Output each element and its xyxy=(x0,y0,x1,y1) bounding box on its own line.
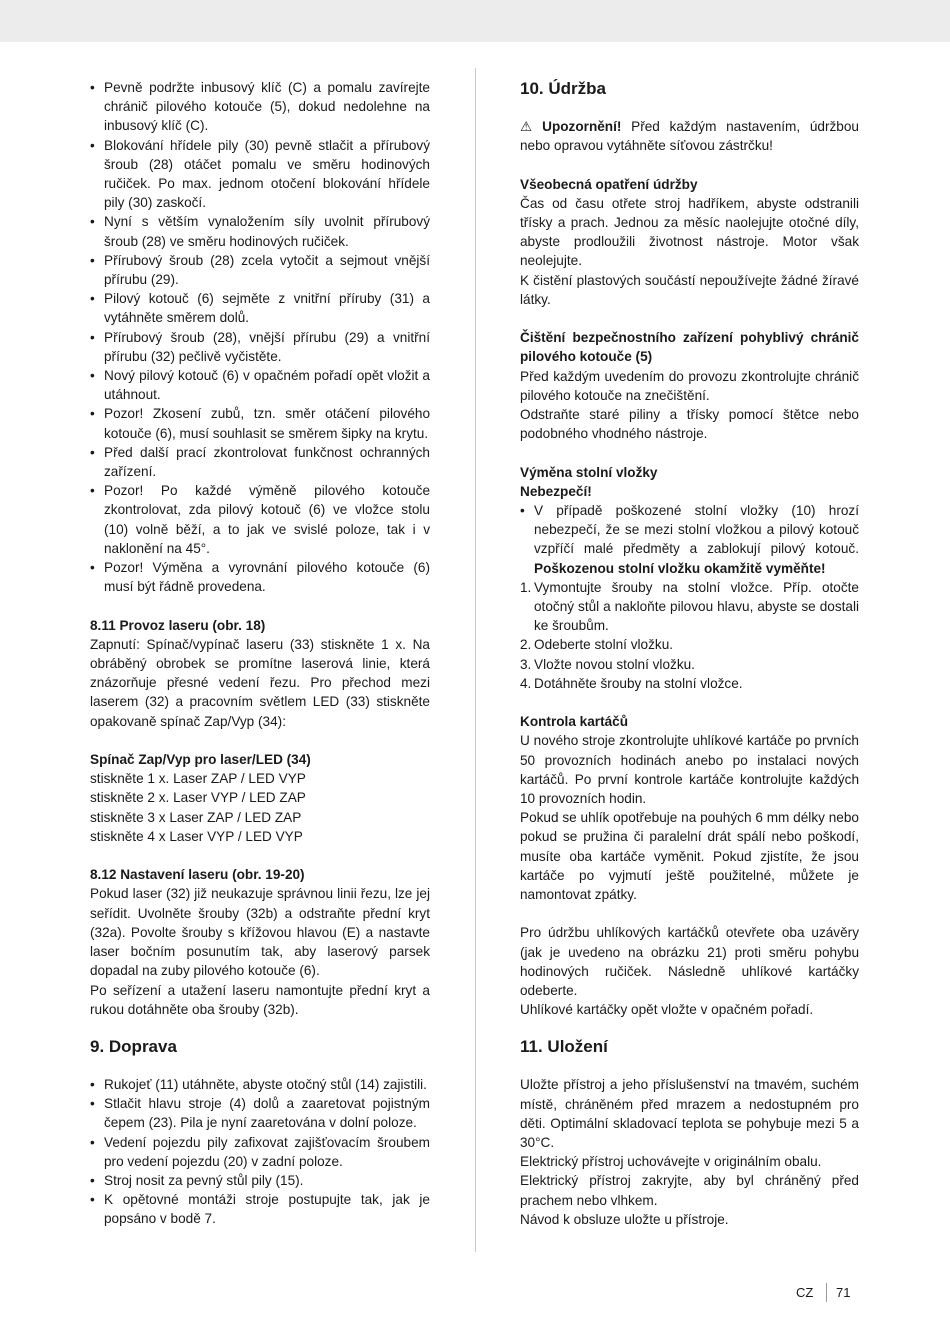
page-footer xyxy=(780,1283,860,1303)
list-item: • Přírubový šroub (28) zcela vytočit a sejmout vnější přírubu (29). xyxy=(90,251,430,289)
paragraph: Uhlíkové kartáčky opět vložte v opačném pořadí. xyxy=(520,1002,814,1018)
warning-paragraph xyxy=(520,117,859,155)
list-item: • Stroj nosit za pevný stůl pily (15). xyxy=(90,1171,430,1190)
section-heading-11: 11. Uložení xyxy=(520,1037,608,1057)
paragraph: K čistění plastových součástí nepoužívejte žádné žíravé látky. xyxy=(520,272,859,307)
list-item: 2. Odeberte stolní vložku. xyxy=(520,637,674,653)
paragraph: Čas od času otřete stroj hadříkem, abyste odstranili třísky a prach. Jednou za měsíc naolejujte otočné díly, abyste prodloužili životnost nástroje. Motor však neolejujte. xyxy=(520,195,859,269)
top-bar xyxy=(0,0,950,42)
right-column xyxy=(520,78,859,1229)
paragraph: Pro údržbu uhlíkových kartáčků otevřete oba uzávěry (jak je uvedeno na obrázku 21) proti směru pohybu hodinových ručiček. Následně uhlíkové kartáčky odeberte. xyxy=(520,925,859,999)
switch-line: stiskněte 1 x. Laser ZAP / LED VYP xyxy=(90,771,306,787)
insert-warning-list xyxy=(520,501,859,578)
column-divider xyxy=(475,68,476,1252)
warning-text: V případě poškozené stolní vložky (10) hrozí nebezpečí, že se mezi stolní vložkou a pilový kotouč vzpříčí malé předměty a zablokují pilový kotouč. xyxy=(534,503,859,557)
paragraph: Pokud laser (32) již neukazuje správnou linii řezu, lze jej seřídit. Uvolněte šrouby (32b) a odstraňte přední kryt (32a). Povolte šrouby s křížovou hlavou (E) a nastavte laser bočním posunutím tak, aby laserový parsek dopadal na zuby pilového kotouče (6). xyxy=(90,886,430,979)
insert-steps xyxy=(520,578,859,693)
list-item: 1. Vymontujte šrouby na stolní vložce. Příp. otočte otočný stůl a nakloňte pilovou hlavu, abyste se dostali ke šroubům. xyxy=(520,579,859,634)
footer-divider xyxy=(826,1283,827,1302)
danger-label: Nebezpečí! xyxy=(520,483,592,499)
list-item xyxy=(520,501,859,578)
paragraph: Pokud se uhlík opotřebuje na pouhých 6 mm délky nebo pokud se pružina či paralelní drát spálí nebo poškodí, musíte oba kartáče vyměnit. Pokud zjistíte, že jsou kartáče po vyjmutí ještě použitelné, můžete je namontovat zpátky. xyxy=(520,810,859,903)
list-item: • Rukojeť (11) utáhněte, abyste otočný stůl (14) zajistili. xyxy=(90,1075,430,1094)
list-item: 3. Vložte novou stolní vložku. xyxy=(520,656,695,672)
section-heading-9: 9. Doprava xyxy=(90,1036,177,1056)
paragraph: U nového stroje zkontrolujte uhlíkové kartáče po prvních 50 provozních hodinách anebo po instalaci nových kartáčů. Po první kontrole kartáče kontrolujte každých 10 provozních hodin. xyxy=(520,733,859,807)
paragraph: Elektrický přístroj zakryjte, aby byl chráněný před prachem nebo vlhkem. xyxy=(520,1173,859,1208)
warning-text: Před každým nastavením, údržbou nebo opravou vytáhněte síťovou zástrčku! xyxy=(520,119,859,154)
warning-label: Upozornění! xyxy=(542,119,622,134)
section-heading-8-12: 8.12 Nastavení laseru (obr. 19-20) xyxy=(90,867,305,883)
list-item: • Pozor! Zkosení zubů, tzn. směr otáčení pilového kotouče (6), musí souhlasit se směrem šipky na krytu. xyxy=(90,404,430,442)
page-number: 71 xyxy=(836,1285,851,1300)
switch-line: stiskněte 2 x. Laser VYP / LED ZAP xyxy=(90,790,306,806)
paragraph: Uložte přístroj a jeho příslušenství na tmavém, suchém místě, chráněném před mrazem a nedostupném pro děti. Optimální skladovací teplota se pohybuje mezi 5 a 30°C. xyxy=(520,1077,859,1151)
list-item: • Před další prací zkontrolovat funkčnost ochranných zařízení. xyxy=(90,443,430,481)
brush-check-heading: Kontrola kartáčů xyxy=(520,714,629,730)
paragraph: Odstraňte staré piliny a třísky pomocí štětce nebo podobného vhodného nástroje. xyxy=(520,407,859,442)
cleaning-heading: Čištění bezpečnostního zařízení pohyblivý chránič pilového kotouče (5) xyxy=(520,330,859,365)
list-item: • Nový pilový kotouč (6) v opačném pořadí opět vložit a utáhnout. xyxy=(90,366,430,404)
switch-line: stiskněte 3 x Laser ZAP / LED ZAP xyxy=(90,809,302,825)
list-item: • Pozor! Výměna a vyrovnání pilového kotouče (6) musí být řádně provedena. xyxy=(90,558,430,596)
paragraph: Před každým uvedením do provozu zkontrolujte chránič pilového kotouče na znečištění. xyxy=(520,368,859,403)
list-item: • Blokování hřídele pily (30) pevně stlačit a přírubový šroub (28) otáčet pomalu ve směru hodinových ručiček. Po max. jednom otočení blokování hřídele pily (30) zaskočí. xyxy=(90,136,430,213)
warning-bold-text: Poškozenou stolní vložku okamžitě vyměňte! xyxy=(534,560,826,576)
list-item: • K opětovné montáži stroje postupujte tak, jak je popsáno v bodě 7. xyxy=(90,1190,430,1228)
language-code: CZ xyxy=(796,1285,814,1300)
list-item: • Pilový kotouč (6) sejměte z vnitřní příruby (31) a vytáhněte směrem dolů. xyxy=(90,289,430,327)
list-item: • Pozor! Po každé výměně pilového kotouče zkontrolovat, zda pilový kotouč (6) ve vložce stolu (10) volně běží, a to jak ve svislé poloze, tak i v naklonění na 45°. xyxy=(90,481,430,558)
transport-steps xyxy=(90,1075,430,1229)
list-item: • Stlačit hlavu stroje (4) dolů a zaaretovat pojistným čepem (23). Pila je nyní zaaretována v dolní poloze. xyxy=(90,1094,430,1132)
paragraph: Návod k obsluze uložte u přístroje. xyxy=(520,1211,729,1227)
paragraph: Zapnutí: Spínač/vypínač laseru (33) stiskněte 1 x. Na obráběný obrobek se promítne laserová linie, která znázorňuje přesné vedení řezu. Pro přechod mezi laserem (32) a pracovním světlem LED (33) stiskněte opakovaně spínač Zap/Vyp (34): xyxy=(90,636,430,729)
table-insert-heading: Výměna stolní vložky xyxy=(520,464,658,480)
section-heading-8-11: 8.11 Provoz laseru (obr. 18) xyxy=(90,617,266,633)
list-item: • Pevně podržte inbusový klíč (C) a pomalu zavírejte chránič pilového kotouče (5), dokud nedolehne na inbusový klíč (C). xyxy=(90,78,430,136)
list-item: • Přírubový šroub (28), vnější přírubu (29) a vnitřní přírubu (32) pečlivě vyčistěte. xyxy=(90,328,430,366)
warning-icon: ⚠ xyxy=(520,119,539,134)
section-heading-10: 10. Údržba xyxy=(520,79,606,98)
switch-line: stiskněte 4 x Laser VYP / LED VYP xyxy=(90,828,303,844)
paragraph: Po seřízení a utažení laseru namontujte přední kryt a rukou dotáhněte oba šrouby (32b). xyxy=(90,982,430,1017)
list-item: 4. Dotáhněte šrouby na stolní vložce. xyxy=(520,675,743,691)
list-item: • Vedení pojezdu pily zafixovat zajišťovacím šroubem pro vedení pojezdu (20) v zadní poloze. xyxy=(90,1133,430,1171)
list-item: • Nyní s větším vynaložením síly uvolnit přírubový šroub (28) ve směru hodinových ručiček. xyxy=(90,212,430,250)
paragraph: Elektrický přístroj uchovávejte v originálním obalu. xyxy=(520,1154,822,1170)
switch-heading: Spínač Zap/Vyp pro laser/LED (34) xyxy=(90,752,311,768)
left-column xyxy=(90,78,430,1229)
blade-change-steps xyxy=(90,78,430,596)
general-maintenance-heading: Všeobecná opatření údržby xyxy=(520,176,698,192)
